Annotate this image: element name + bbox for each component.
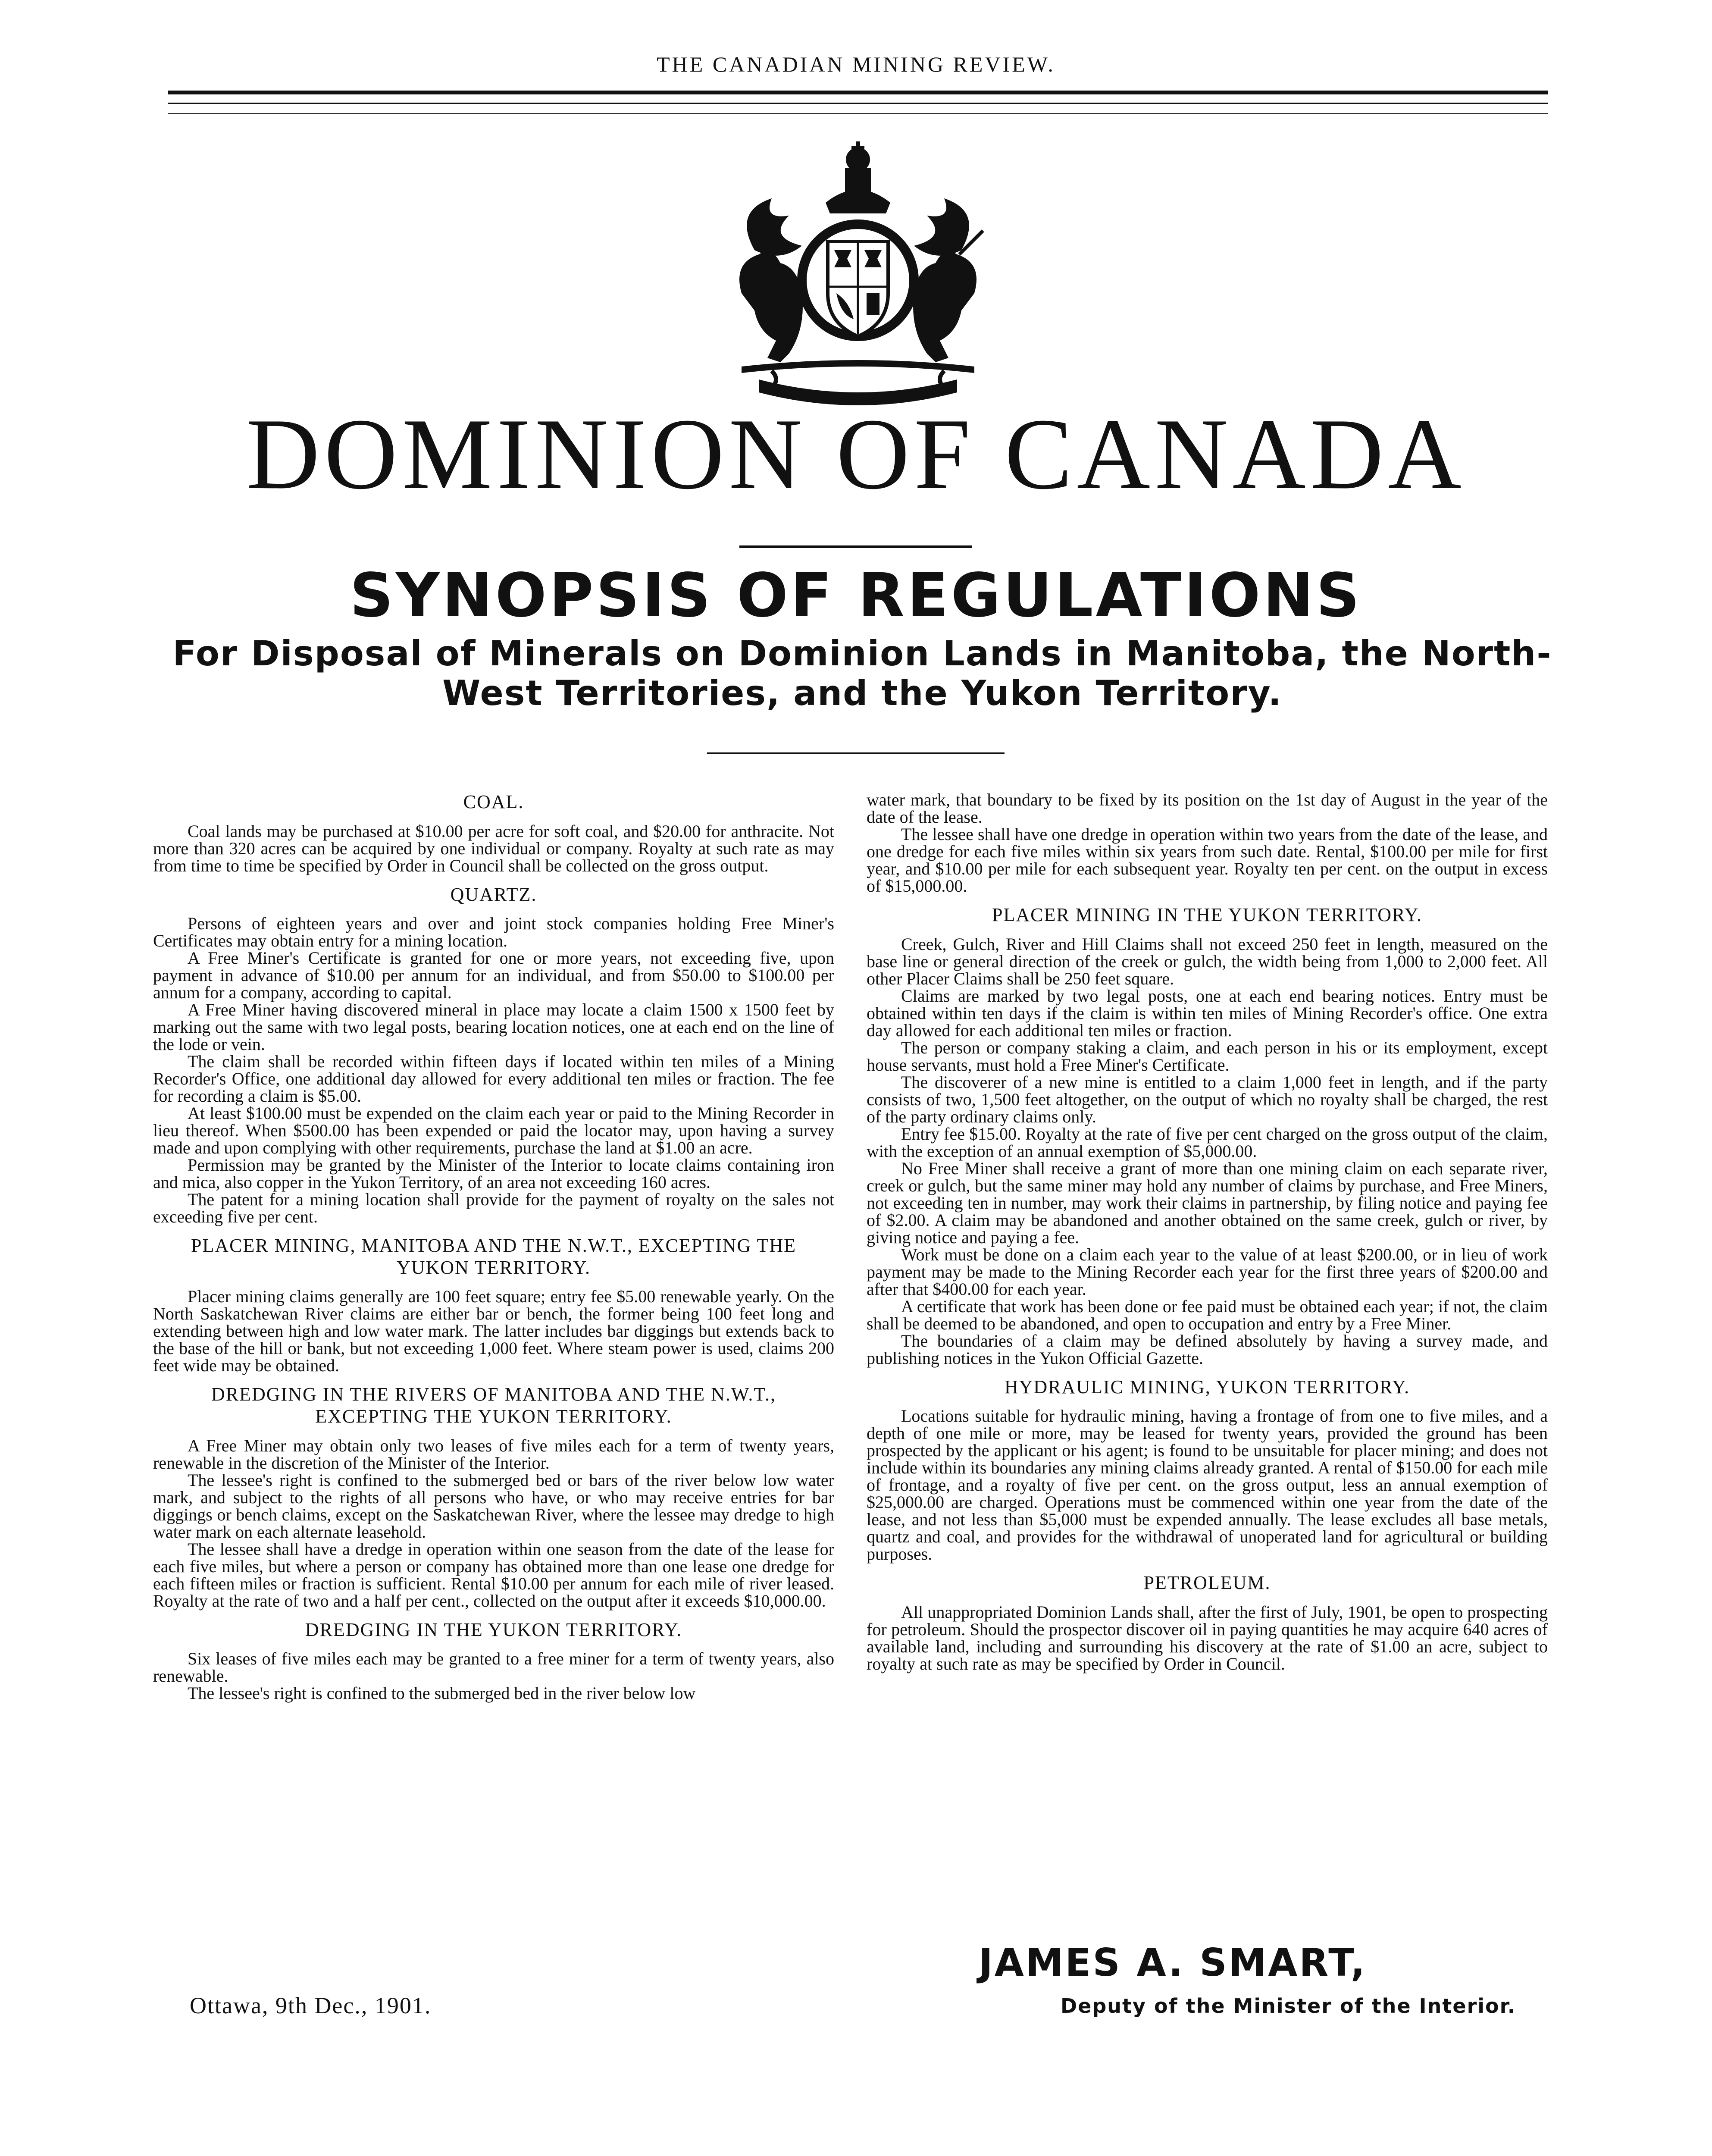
header-rule-thin	[168, 103, 1548, 104]
placer-yukon-paragraph: The person or company staking a claim, and each person in his or its employment, except house servants, must hold a Free Miner's Certificate.	[867, 1037, 1548, 1075]
dredging-paragraph: The lessee shall have a dredge in operation within one season from the date of the lease for each five miles, but where a person or company has obtained more than one lease one dredge for each fifteen miles or fraction is sufficient. Rental $10.00 per annum for each mile of river leased. Royalty at the rate of two and a half per cent., collected on the output after it exceeds $10,000.00.	[153, 1539, 834, 1611]
right-column	[867, 791, 1548, 1673]
yukon-dredging-paragraph: Six leases of five miles each may be granted to a free miner for a term of twenty years, also renewable.	[153, 1649, 834, 1686]
subtitle: SYNOPSIS OF REGULATIONS	[350, 561, 1362, 631]
placer-yukon-paragraph: The discoverer of a new mine is entitled to a claim 1,000 feet in length, and if the party consists of two, 1,500 feet altogether, on the output of which no royalty shall be charged, the rest of the party ordinary claims only.	[867, 1072, 1548, 1126]
petroleum-heading: PETROLEUM.	[1143, 1572, 1271, 1594]
header-rule-thin-2	[168, 113, 1548, 114]
subheading-rule	[707, 752, 1005, 754]
yukon-dredging-heading: DREDGING IN THE YUKON TERRITORY.	[305, 1619, 682, 1640]
placer-yukon-paragraph: Claims are marked by two legal posts, one at each end bearing notices. Entry must be obtained within ten days if the claim is within ten miles of Mining Recorder's office. One extra day allowed for each additional ten miles or fraction.	[867, 986, 1548, 1040]
dredging-paragraph: A Free Miner may obtain only two leases of five miles each for a term of twenty years, renewable in the discretion of the Minister of the Interior.	[153, 1435, 834, 1473]
hydraulic-paragraph: Locations suitable for hydraulic mining, having a frontage of from one to five miles, and a depth of one mile or more, may be leased for twenty years, provided the ground has been prospected by the applicant or his agent; is found to be unsuitable for placer mining; and does not include within its boundaries any mining claims already granted. A rental of $150.00 for each mile of frontage, and a royalty of five per cent. on the gross output, less an annual exemption of $25,000.00 are charged. Operations must be commenced within one year from the date of the lease, and not less than $5,000 must be expended annually. The lease excludes all base metals, quartz and coal, and provides for the withdrawal of unoperated land for agricultural or building purposes.	[867, 1406, 1548, 1564]
placer-yukon-paragraph: No Free Miner shall receive a grant of more than one mining claim on each separate river, creek or gulch, but the same miner may hold any number of claims by purchase, and Free Miners, not exceeding ten in number, may work their claims in partnership, by filing notice and paying fee of $2.00. A claim may be abandoned and another obtained on the same creek, gulch or river, by giving notice and paying a fee.	[867, 1158, 1548, 1247]
placer-yukon-paragraph: A certificate that work has been done or fee paid must be obtained each year; if not, the claim shall be deemed to be abandoned, and open to occupation and entry by a Free Miner.	[867, 1296, 1548, 1333]
coal-heading: COAL.	[463, 791, 524, 812]
dredging-heading: DREDGING IN THE RIVERS OF MANITOBA AND THE N.W.T., EXCEPTING THE YUKON TERRITORY.	[211, 1384, 776, 1427]
royal-coat-of-arms-icon	[716, 138, 1000, 405]
quartz-heading: QUARTZ.	[450, 884, 537, 905]
placer-mining-heading: PLACER MINING, MANITOBA AND THE N.W.T., EXCEPTING THE YUKON TERRITORY.	[191, 1235, 796, 1278]
main-title: DOMINION OF CANADA	[246, 398, 1466, 511]
quartz-paragraph: The claim shall be recorded within fifteen days if located within ten miles of a Mining Recorder's Office, one additional day allowed for every additional ten miles or fraction. The fee for recording a claim is $5.00.	[153, 1052, 834, 1106]
title-rule	[739, 545, 972, 548]
placer-yukon-paragraph: Entry fee $15.00. Royalty at the rate of five per cent charged on the gross output of the claim, with the exception of an annual exemption of $5,000.00.	[867, 1124, 1548, 1161]
yukon-dredging-paragraph: The lessee's right is confined to the submerged bed in the river below low	[188, 1683, 696, 1703]
placer-mining-paragraph: Placer mining claims generally are 100 feet square; entry fee $5.00 renewable yearly. On the North Saskatchewan River claims are either bar or bench, the former being 100 feet long and extending between high and low water mark. The latter includes bar diggings but extends back to the base of the hill or bank, but not exceeding 1,000 feet. Where steam power is used, claims 200 feet wide may be obtained.	[153, 1287, 834, 1376]
quartz-paragraph: At least $100.00 must be expended on the claim each year or paid to the Mining Recorder in lieu thereof. When $500.00 has been expended or paid the locator may, upon having a survey made and upon complying with other requirements, purchase the land at $1.00 an acre.	[153, 1103, 834, 1158]
placer-yukon-paragraph: The boundaries of a claim may be defined absolutely by having a survey made, and publishing notices in the Yukon Official Gazette.	[867, 1331, 1548, 1368]
hydraulic-heading: HYDRAULIC MINING, YUKON TERRITORY.	[1004, 1376, 1410, 1398]
placer-yukon-paragraph: Work must be done on a claim each year to the value of at least $200.00, or in lieu of work payment may be made to the Mining Recorder each year for the first three years of $200.00 and after that $400.00 for each year.	[867, 1244, 1548, 1299]
quartz-paragraph: The patent for a mining location shall provide for the payment of royalty on the sales not exceeding five per cent.	[153, 1190, 834, 1227]
petroleum-paragraph: All unappropriated Dominion Lands shall, after the first of July, 1901, be open to prospecting for petroleum. Should the prospector discover oil in paying quantities he may acquire 640 acres of available land, including and surrounding his discovery at the rate of $1.00 an acre, subject to royalty at such rate as may be specified by Order in Council.	[867, 1602, 1548, 1673]
running-head: THE CANADIAN MINING REVIEW.	[657, 52, 1055, 76]
quartz-paragraph: Persons of eighteen years and over and joint stock companies holding Free Miner's Certificates may obtain entry for a mining location.	[153, 914, 834, 951]
header-rule-thick	[168, 91, 1548, 94]
placer-yukon-paragraph: Creek, Gulch, River and Hill Claims shall not exceed 250 feet in length, measured on the base line or general direction of the creek or gulch, the width being from 1,000 to 2,000 feet. All other Placer Claims shall be 250 feet square.	[867, 934, 1548, 988]
continued-paragraph: water mark, that boundary to be fixed by its position on the 1st day of August in the year of the date of the lease.	[867, 790, 1548, 827]
continued-paragraph: The lessee shall have one dredge in operation within two years from the date of the lease, and one dredge for each five miles within six years from such date. Rental, $100.00 per mile for first year, and $10.00 per mile for each subsequent year. Royalty ten per cent. on the output in excess of $15,000.00.	[867, 824, 1548, 896]
signature-name: JAMES A. SMART,	[979, 1940, 1367, 1985]
dredging-paragraph: The lessee's right is confined to the submerged bed or bars of the river below low water mark, and subject to the rights of all persons who have, or who may receive entries for bar diggings or bench claims, except on the Saskatchewan River, where the lessee may dredge to high water mark on each alternate leasehold.	[153, 1470, 834, 1542]
coal-paragraph: Coal lands may be purchased at $10.00 per acre for soft coal, and $20.00 for anthracite. Not more than 320 acres can be acquired by one individual or company. Royalty at such rate as may from time to time be specified by Order in Council shall be collected on the gross output.	[153, 821, 834, 875]
quartz-paragraph: A Free Miner having discovered mineral in place may locate a claim 1500 x 1500 feet by marking out the same with two legal posts, bearing location notices, one at each end on the line of the lode or vein.	[153, 1000, 834, 1054]
left-column	[153, 791, 834, 1702]
dateline: Ottawa, 9th Dec., 1901.	[190, 1993, 432, 2018]
subheading: For Disposal of Minerals on Dominion Lands in Manitoba, the North-West Territories, and the Yukon Territory.	[172, 633, 1552, 713]
quartz-paragraph: A Free Miner's Certificate is granted for one or more years, not exceeding five, upon payment in advance of $10.00 per annum for an individual, and from $50.00 to $100.00 per annum for a company, according to capital.	[153, 948, 834, 1003]
quartz-paragraph: Permission may be granted by the Minister of the Interior to locate claims containing iron and mica, also copper in the Yukon Territory, of an area not exceeding 160 acres.	[153, 1155, 834, 1192]
placer-yukon-heading: PLACER MINING IN THE YUKON TERRITORY.	[992, 904, 1423, 925]
signature-title: Deputy of the Minister of the Interior.	[1061, 1994, 1516, 2018]
